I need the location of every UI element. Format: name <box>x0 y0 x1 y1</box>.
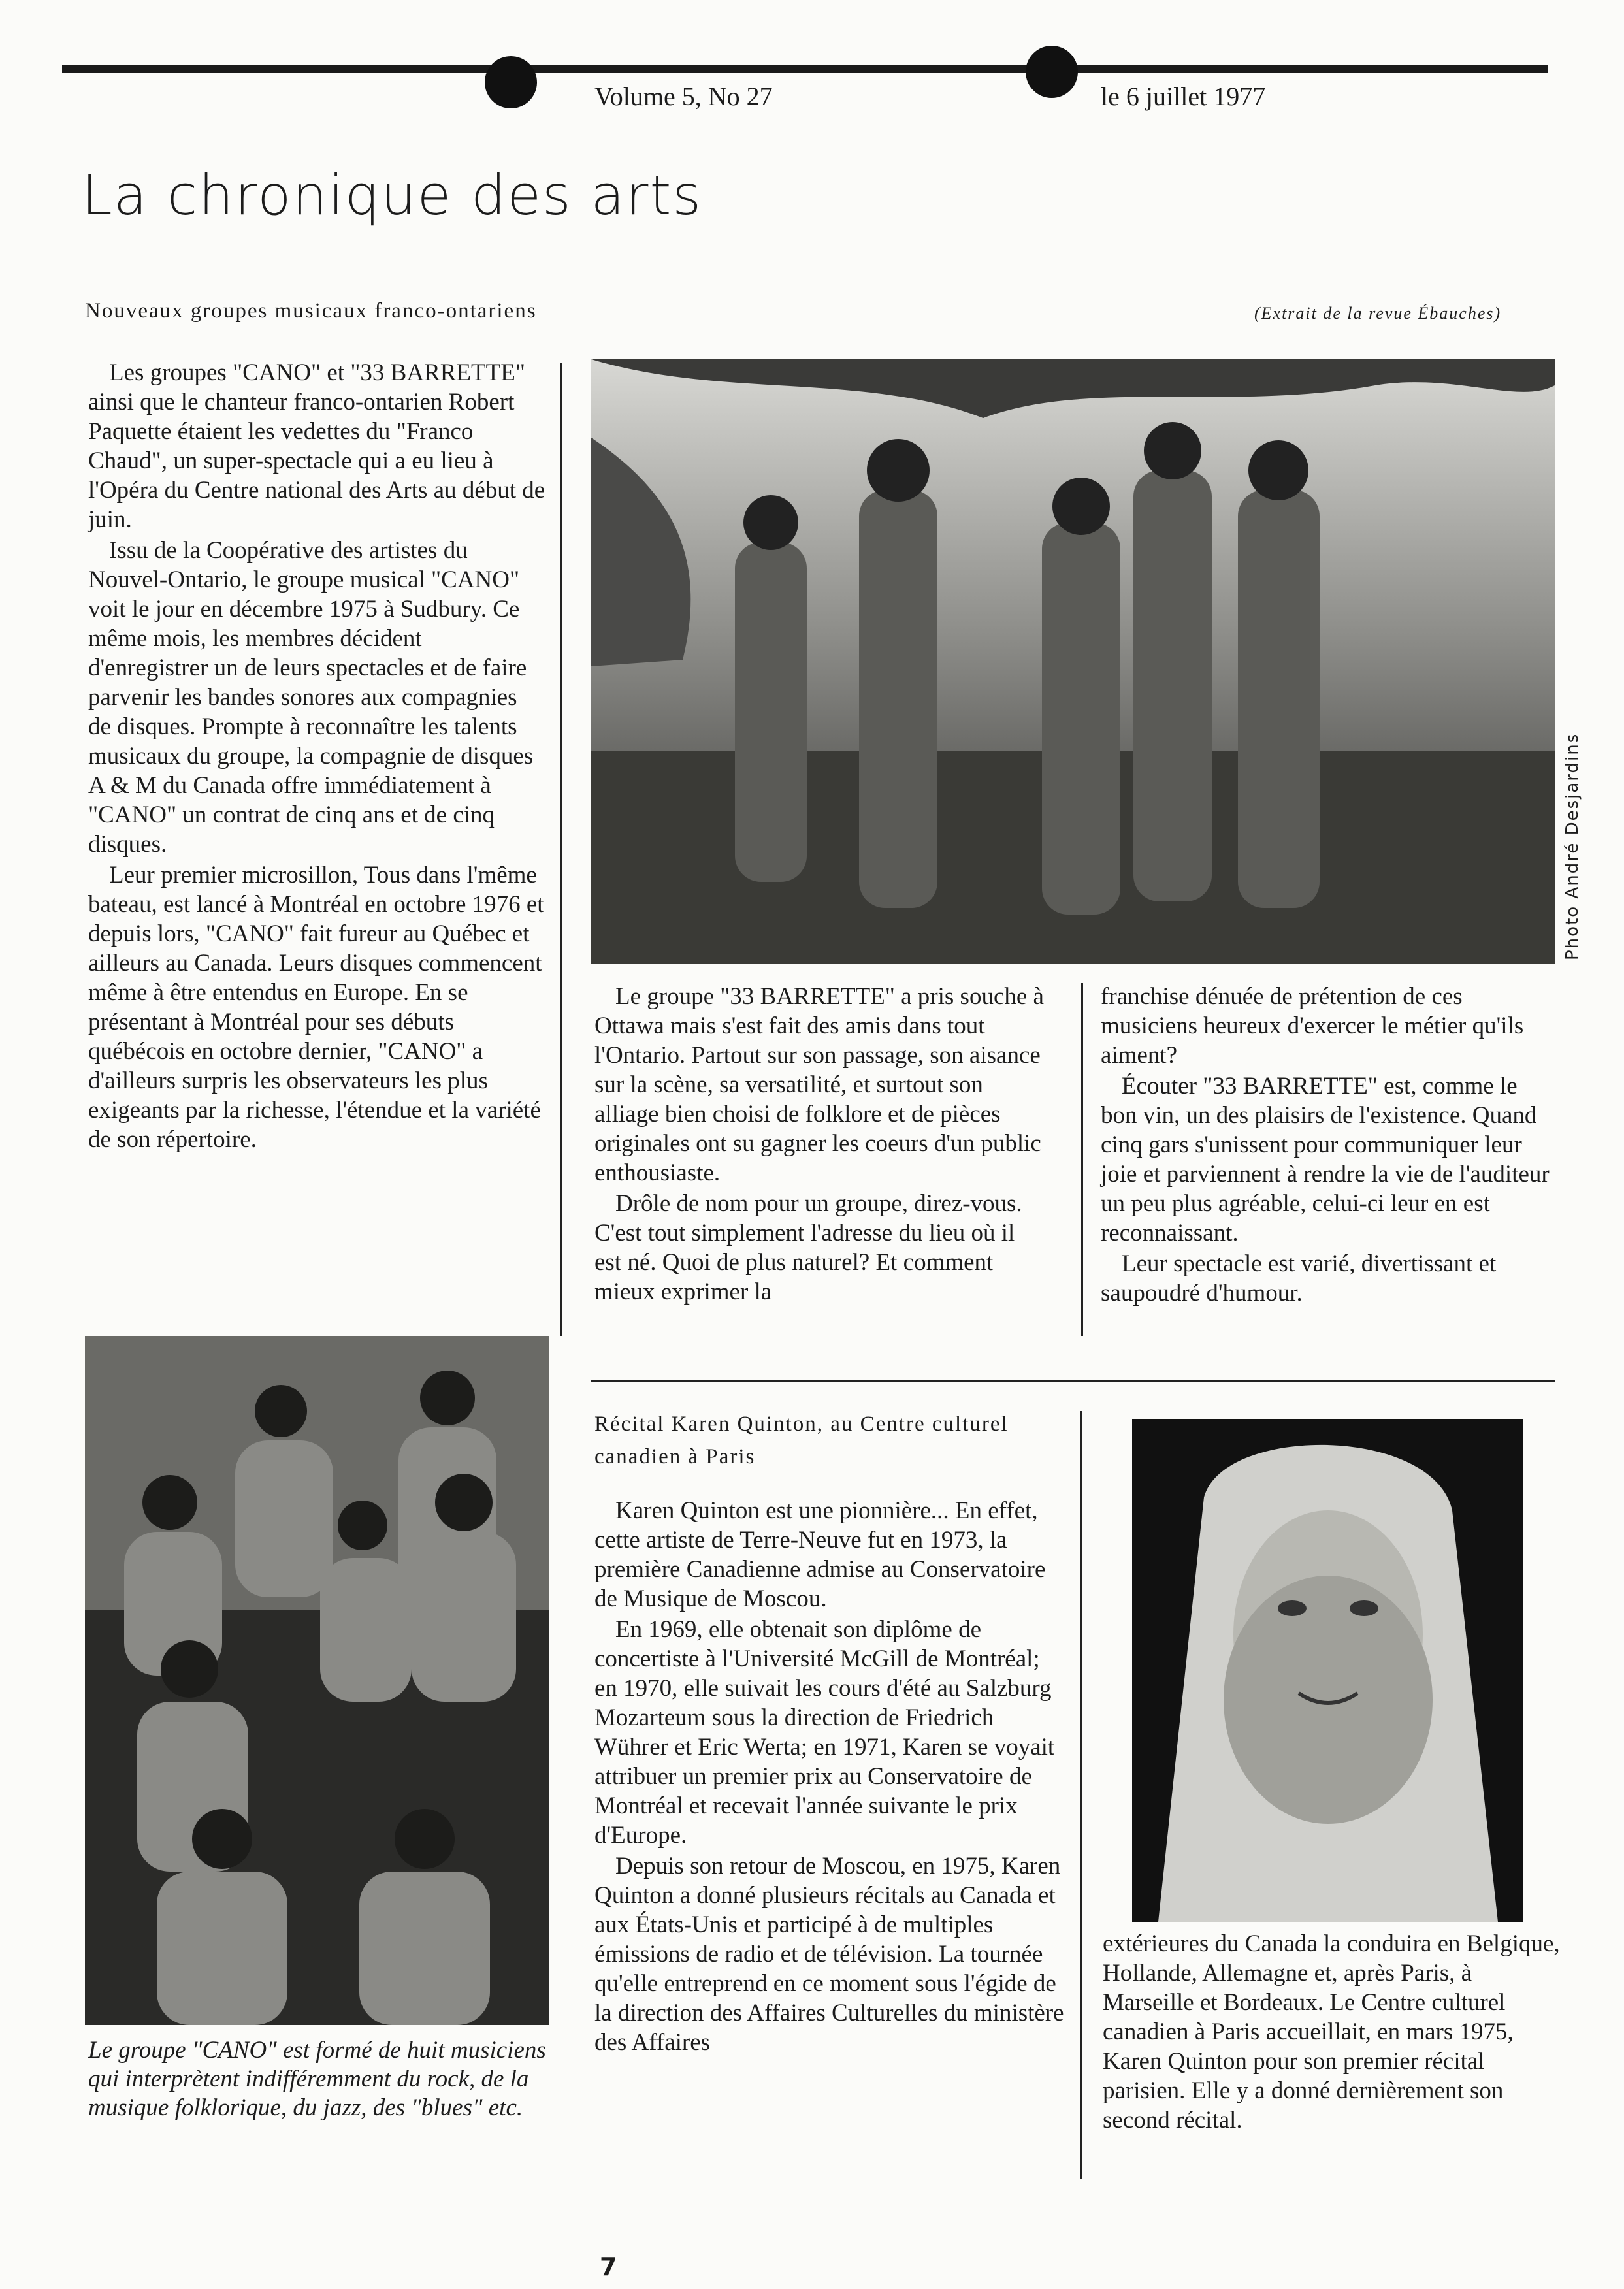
article2-column-2 <box>1103 1929 1563 2136</box>
paragraph: Leur spectacle est varié, divertissant et saupoudré d'humour. <box>1101 1250 1497 1307</box>
top-rule <box>62 65 1548 73</box>
paragraph: En 1969, elle obtenait son diplôme de concertiste à l'Université McGill de Montréal; en 1970, elle suivait les cours d'été au Salzburg Mozarteum sous la direction de Friedrich Wührer et Eric Werta; en 1971, Karen se voyait attribuer un premier prix au Conservatoire de Montréal et recevait l'année suivante le prix d'Europe. <box>594 1616 1055 1849</box>
article1-column-1 <box>88 358 545 1156</box>
paragraph: Les groupes "CANO" et "33 BARRETTE" ainsi que le chanteur franco-ontarien Robert Paquette étaient les vedettes du "Franco Chaud", un super-spectacle qui a eu lieu à l'Opéra du Centre national des Arts au début de juin. <box>88 359 545 533</box>
masthead-dot-right <box>1026 46 1078 98</box>
section-divider <box>591 1380 1555 1382</box>
issue-date: le 6 juillet 1977 <box>1101 82 1266 111</box>
photo-33-barrette <box>591 359 1555 964</box>
paragraph: Le groupe "33 BARRETTE" a pris souche à Ottawa mais s'est fait des amis dans tout l'Ontario. Partout sur son passage, son aisance sur la scène, sa versatilité, et surtout son alliage bien choisi de folklore et de pièces originales ont su gagner les coeurs d'un public enthousiaste. <box>594 983 1044 1186</box>
portrait-image <box>1132 1419 1523 1922</box>
cano-caption: Le groupe "CANO" est formé de huit musiciens qui interprètent indifféremment du rock, de la musique folklorique, du jazz, des "blues" etc. <box>88 2037 546 2121</box>
paragraph: Issu de la Coopérative des artistes du Nouvel-Ontario, le groupe musical "CANO" voit le jour en décembre 1975 à Sudbury. Ce même mois, les membres décident d'enregistrer un de leurs spectacles et de faire parvenir les bandes sonores aux compagnies de disques. Prompte à reconnaître les talents musicaux du groupe, la compagnie de disques A & M du Canada offre immédiatement à "CANO" un contrat de cinq ans et de cinq disques. <box>88 537 534 858</box>
paragraph: Écouter "33 BARRETTE" est, comme le bon vin, un des plaisirs de l'existence. Quand cinq gars s'unissent pour communiquer leur joie et parviennent à rendre la vie de l'auditeur un peu plus agréable, celui-ci leur en est reconnaissant. <box>1101 1073 1550 1246</box>
article1-headline: Nouveaux groupes musicaux franco-ontariens <box>85 299 537 323</box>
issue-number: Volume 5, No 27 <box>594 82 773 111</box>
paragraph: franchise dénuée de prétention de ces musiciens heureux d'exercer le métier qu'ils aiment? <box>1101 983 1524 1069</box>
paragraph: extérieures du Canada la conduira en Belgique, Hollande, Allemagne et, après Paris, à Marseille et Bordeaux. Le Centre culturel canadien à Paris accueillait, en mars 1975, Karen Quinton pour son premier récital parisien. Elle y a donné dernièrement son second récital. <box>1103 1930 1560 2134</box>
paragraph: Karen Quinton est une pionnière... En effet, cette artiste de Terre-Neuve fut en 1973, la première Canadienne admise au Conservatoire de Musique de Moscou. <box>594 1497 1046 1612</box>
section-title: La chronique des arts <box>82 163 703 227</box>
photo-karen-quinton <box>1132 1419 1523 1922</box>
article1-source: (Extrait de la revue Ébauches) <box>1254 304 1502 323</box>
photo-credit: Photo André Desjardins <box>1563 732 1582 960</box>
group-photo-image <box>591 359 1555 964</box>
paragraph: Depuis son retour de Moscou, en 1975, Karen Quinton a donné plusieurs récitals au Canada et aux États-Unis et participé à de multiples émissions de radio et de télévision. La tournée qu'elle entreprend en ce moment sous l'égide de la direction des Affaires Culturelles du ministère des Affaires <box>594 1853 1064 2056</box>
column-divider <box>1080 1411 1082 2179</box>
article2-column-1 <box>594 1496 1065 2058</box>
page-number: 7 <box>600 2252 617 2281</box>
column-divider <box>1081 983 1083 1336</box>
article1-column-2 <box>594 982 1045 1308</box>
cano-photo-image <box>85 1336 549 2025</box>
photo-cano <box>85 1336 549 2025</box>
article1-column-3 <box>1101 982 1558 1309</box>
article2-headline: Récital Karen Quinton, au Centre culturel canadien à Paris <box>594 1412 1009 1469</box>
paragraph: Drôle de nom pour un groupe, direz-vous. C'est tout simplement l'adresse du lieu où il est né. Quoi de plus naturel? Et comment mieux exprimer la <box>594 1190 1022 1305</box>
column-divider <box>560 363 562 1336</box>
masthead-dot-left <box>485 56 537 108</box>
paragraph: Leur premier microsillon, Tous dans l'même bateau, est lancé à Montréal en octobre 1976 et depuis lors, "CANO" fait fureur au Québec et ailleurs au Canada. Leurs disques commencent même à être entendus en Europe. En se présentant à Montréal pour ses débuts québécois en octobre dernier, "CANO" a d'ailleurs surpris les observateurs les plus exigeants par la richesse, l'étendue et la variété de son répertoire. <box>88 862 544 1153</box>
